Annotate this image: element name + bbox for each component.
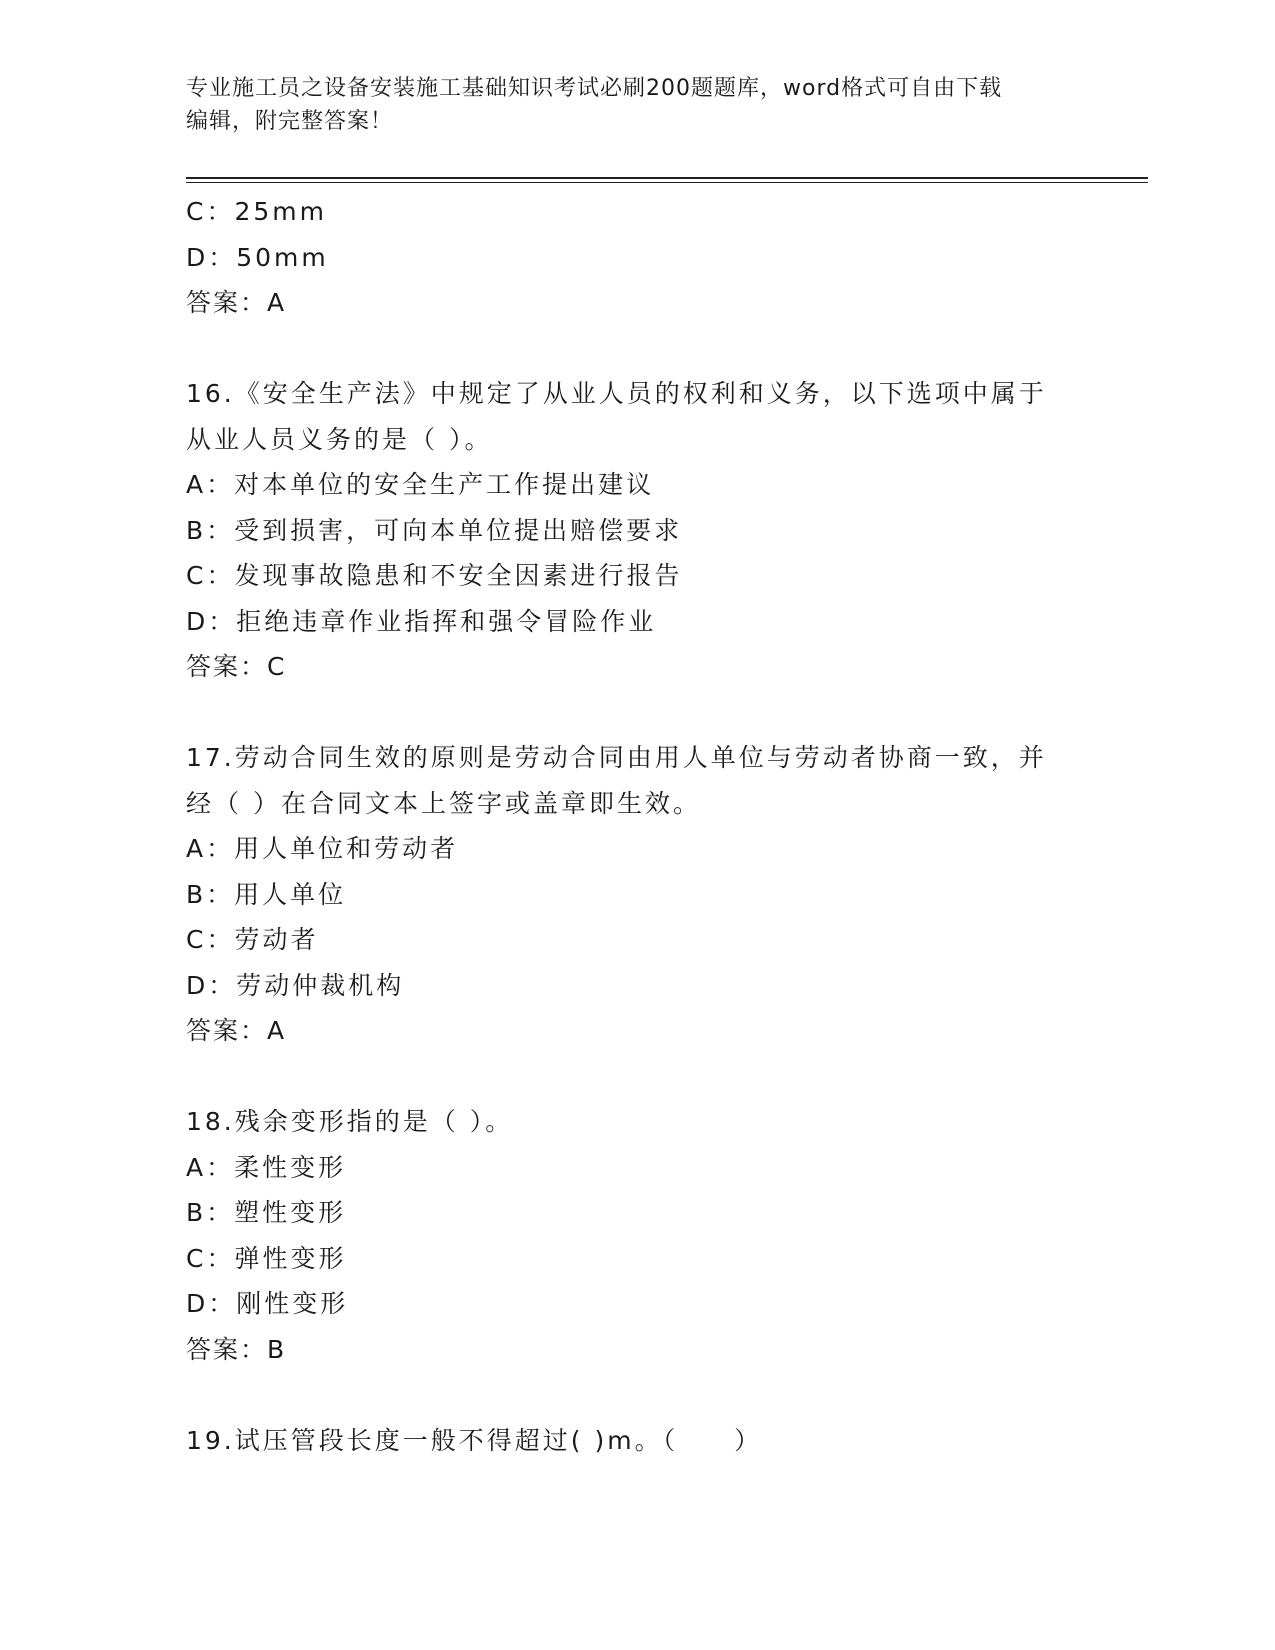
question-17-stem-line-1: 17.劳动合同生效的原则是劳动合同由用人单位与劳动者协商一致，并 <box>186 743 1047 772</box>
question-16-option-b: B：受到损害，可向本单位提出赔偿要求 <box>186 515 683 545</box>
question-18-option-c: C：弹性变形 <box>186 1243 347 1273</box>
spacer <box>186 1054 1086 1100</box>
question-15-option-c: C：25mm <box>186 197 327 226</box>
question-list <box>186 189 1086 1463</box>
header-divider-thick <box>186 177 1148 179</box>
document-header <box>186 72 1086 138</box>
header-title-line-2: 编辑，附完整答案！ <box>186 109 394 134</box>
question-19 <box>186 1418 1086 1464</box>
question-19-stem-line-1: 19.试压管段长度一般不得超过( )m。（ ） <box>186 1425 763 1455</box>
question-16-stem-line-1: 16.《安全生产法》中规定了从业人员的权利和义务，以下选项中属于 <box>186 379 1047 408</box>
question-16-option-d: D：拒绝违章作业指挥和强令冒险作业 <box>186 606 657 636</box>
spacer <box>186 1372 1086 1418</box>
question-16-option-c: C：发现事故隐患和不安全因素进行报告 <box>186 561 683 590</box>
question-18-option-d: D：刚性变形 <box>186 1289 349 1318</box>
question-17-option-a: A：用人单位和劳动者 <box>186 834 459 863</box>
question-17-stem-line-2: 经（ ）在合同文本上签字或盖章即生效。 <box>186 788 701 818</box>
question-17-option-d: D：劳动仲裁机构 <box>186 970 405 1000</box>
question-16 <box>186 371 1086 690</box>
question-18-answer: 答案：B <box>186 1334 287 1364</box>
header-divider-thin <box>186 182 1148 183</box>
question-18-option-a: A：柔性变形 <box>186 1152 347 1182</box>
question-16-answer: 答案：C <box>186 652 287 681</box>
header-title-line-1: 专业施工员之设备安装施工基础知识考试必刷200题题库，word格式可自由下载 <box>186 76 1003 101</box>
question-16-option-a: A：对本单位的安全生产工作提出建议 <box>186 470 655 499</box>
question-15-answer: 答案：A <box>186 288 287 317</box>
question-17 <box>186 735 1086 1054</box>
question-15 <box>186 189 1086 326</box>
question-18-stem-line-1: 18.残余变形指的是（ ）。 <box>186 1107 514 1136</box>
question-18 <box>186 1099 1086 1372</box>
spacer <box>186 690 1086 736</box>
spacer <box>186 326 1086 372</box>
question-15-option-d: D：50mm <box>186 242 329 272</box>
question-18-option-b: B：塑性变形 <box>186 1198 347 1227</box>
question-17-answer: 答案：A <box>186 1016 287 1045</box>
question-17-option-c: C：劳动者 <box>186 925 319 954</box>
question-16-stem-line-2: 从业人员义务的是（ ）。 <box>186 424 493 454</box>
question-17-option-b: B：用人单位 <box>186 879 347 909</box>
